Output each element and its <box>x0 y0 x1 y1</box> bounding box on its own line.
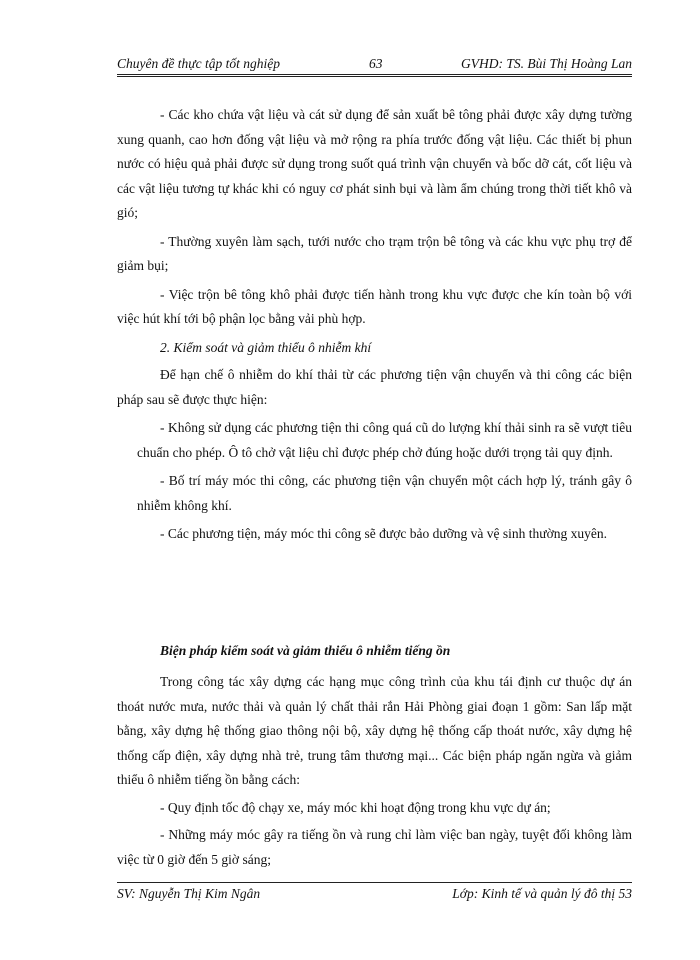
footer-class: Lớp: Kinh tế và quản lý đô thị 53 <box>452 886 632 901</box>
bullet-arrangement: - Bố trí máy móc thi công, các phương tiện vận chuyển một cách hợp lý, tránh gây ô nhiễm không khí. <box>137 473 632 513</box>
bullet-maintenance: - Các phương tiện, máy móc thi công sẽ được bảo dưỡng và vệ sinh thường xuyên. <box>160 526 607 541</box>
paragraph-working-hours: - Những máy móc gây ra tiếng ồn và rung chỉ làm việc ban ngày, tuyệt đối không làm việc từ 0 giờ đến 5 giờ sáng; <box>117 827 632 867</box>
paragraph-cleaning: - Thường xuyên làm sạch, tưới nước cho trạm trộn bê tông và các khu vực phụ trợ để giảm bụi; <box>117 233 632 273</box>
section-noise <box>117 670 632 872</box>
header-supervisor: GVHD: TS. Bùi Thị Hoàng Lan <box>460 56 632 71</box>
section-dust-and-air <box>117 103 632 547</box>
paragraph-speed-limit: - Quy định tốc độ chạy xe, máy móc khi hoạt động trong khu vực dự án; <box>160 799 551 815</box>
paragraph-noise-intro: Trong công tác xây dựng các hạng mục công trình của khu tái định cư thuộc dự án thoát nước mưa, nước thải và quản lý chất thải rắn Hải Phòng giai đoạn 1 gồm: San lấp mặt bằng, xây dựng hệ thống giao thông nội bộ, xây dựng hệ thống cấp thoát nước, xây dựng hệ thống cấp điện, xây dựng nhà trẻ, trung tâm thương mại... Các biện pháp ngăn ngừa và giảm thiểu ô nhiễm tiếng ồn bằng cách: <box>117 674 632 787</box>
paragraph-material-storage: - Các kho chứa vật liệu và cát sử dụng để sản xuất bê tông phải được xây dựng tường xung quanh, cao hơn đống vật liệu và mở rộng ra phía trước đống vật liệu. Các thiết bị phun nước có hiệu quả phải được sử dụng trong suốt quá trình vận chuyển và bốc dỡ cát, cốt liệu và các vật liệu tương tự khác khi có nguy cơ phát sinh bụi và làm ẩm chúng trong thời tiết khô và gió; <box>117 107 632 220</box>
page-header <box>117 54 632 76</box>
page-footer <box>117 886 632 908</box>
header-divider <box>117 74 632 77</box>
header-title: Chuyên đề thực tập tốt nghiệp <box>117 56 280 71</box>
paragraph-dry-mixing: - Việc trộn bê tông khô phải được tiến hành trong khu vực được che kín toàn bộ với việc hút khí tới bộ phận lọc bằng vải phù hợp. <box>117 286 632 326</box>
heading-noise-control: Biện pháp kiểm soát và giảm thiểu ô nhiễm tiếng ồn <box>160 643 451 658</box>
paragraph-air-intro: Để hạn chế ô nhiễm do khí thải từ các phương tiện vận chuyển và thi công các biện pháp sau sẽ được thực hiện: <box>117 367 632 407</box>
page-number: 63 <box>369 56 383 71</box>
subheading-air-pollution: 2. Kiểm soát và giảm thiểu ô nhiễm khí <box>160 339 372 355</box>
footer-divider <box>117 882 632 883</box>
bullet-old-vehicles: - Không sử dụng các phương tiện thi công quá cũ do lượng khí thải sinh ra sẽ vượt tiêu chuẩn cho phép. Ô tô chở vật liệu chỉ được phép chở đúng hoặc dưới trọng tải quy định. <box>137 420 632 460</box>
footer-student: SV: Nguyễn Thị Kim Ngân <box>117 886 261 901</box>
